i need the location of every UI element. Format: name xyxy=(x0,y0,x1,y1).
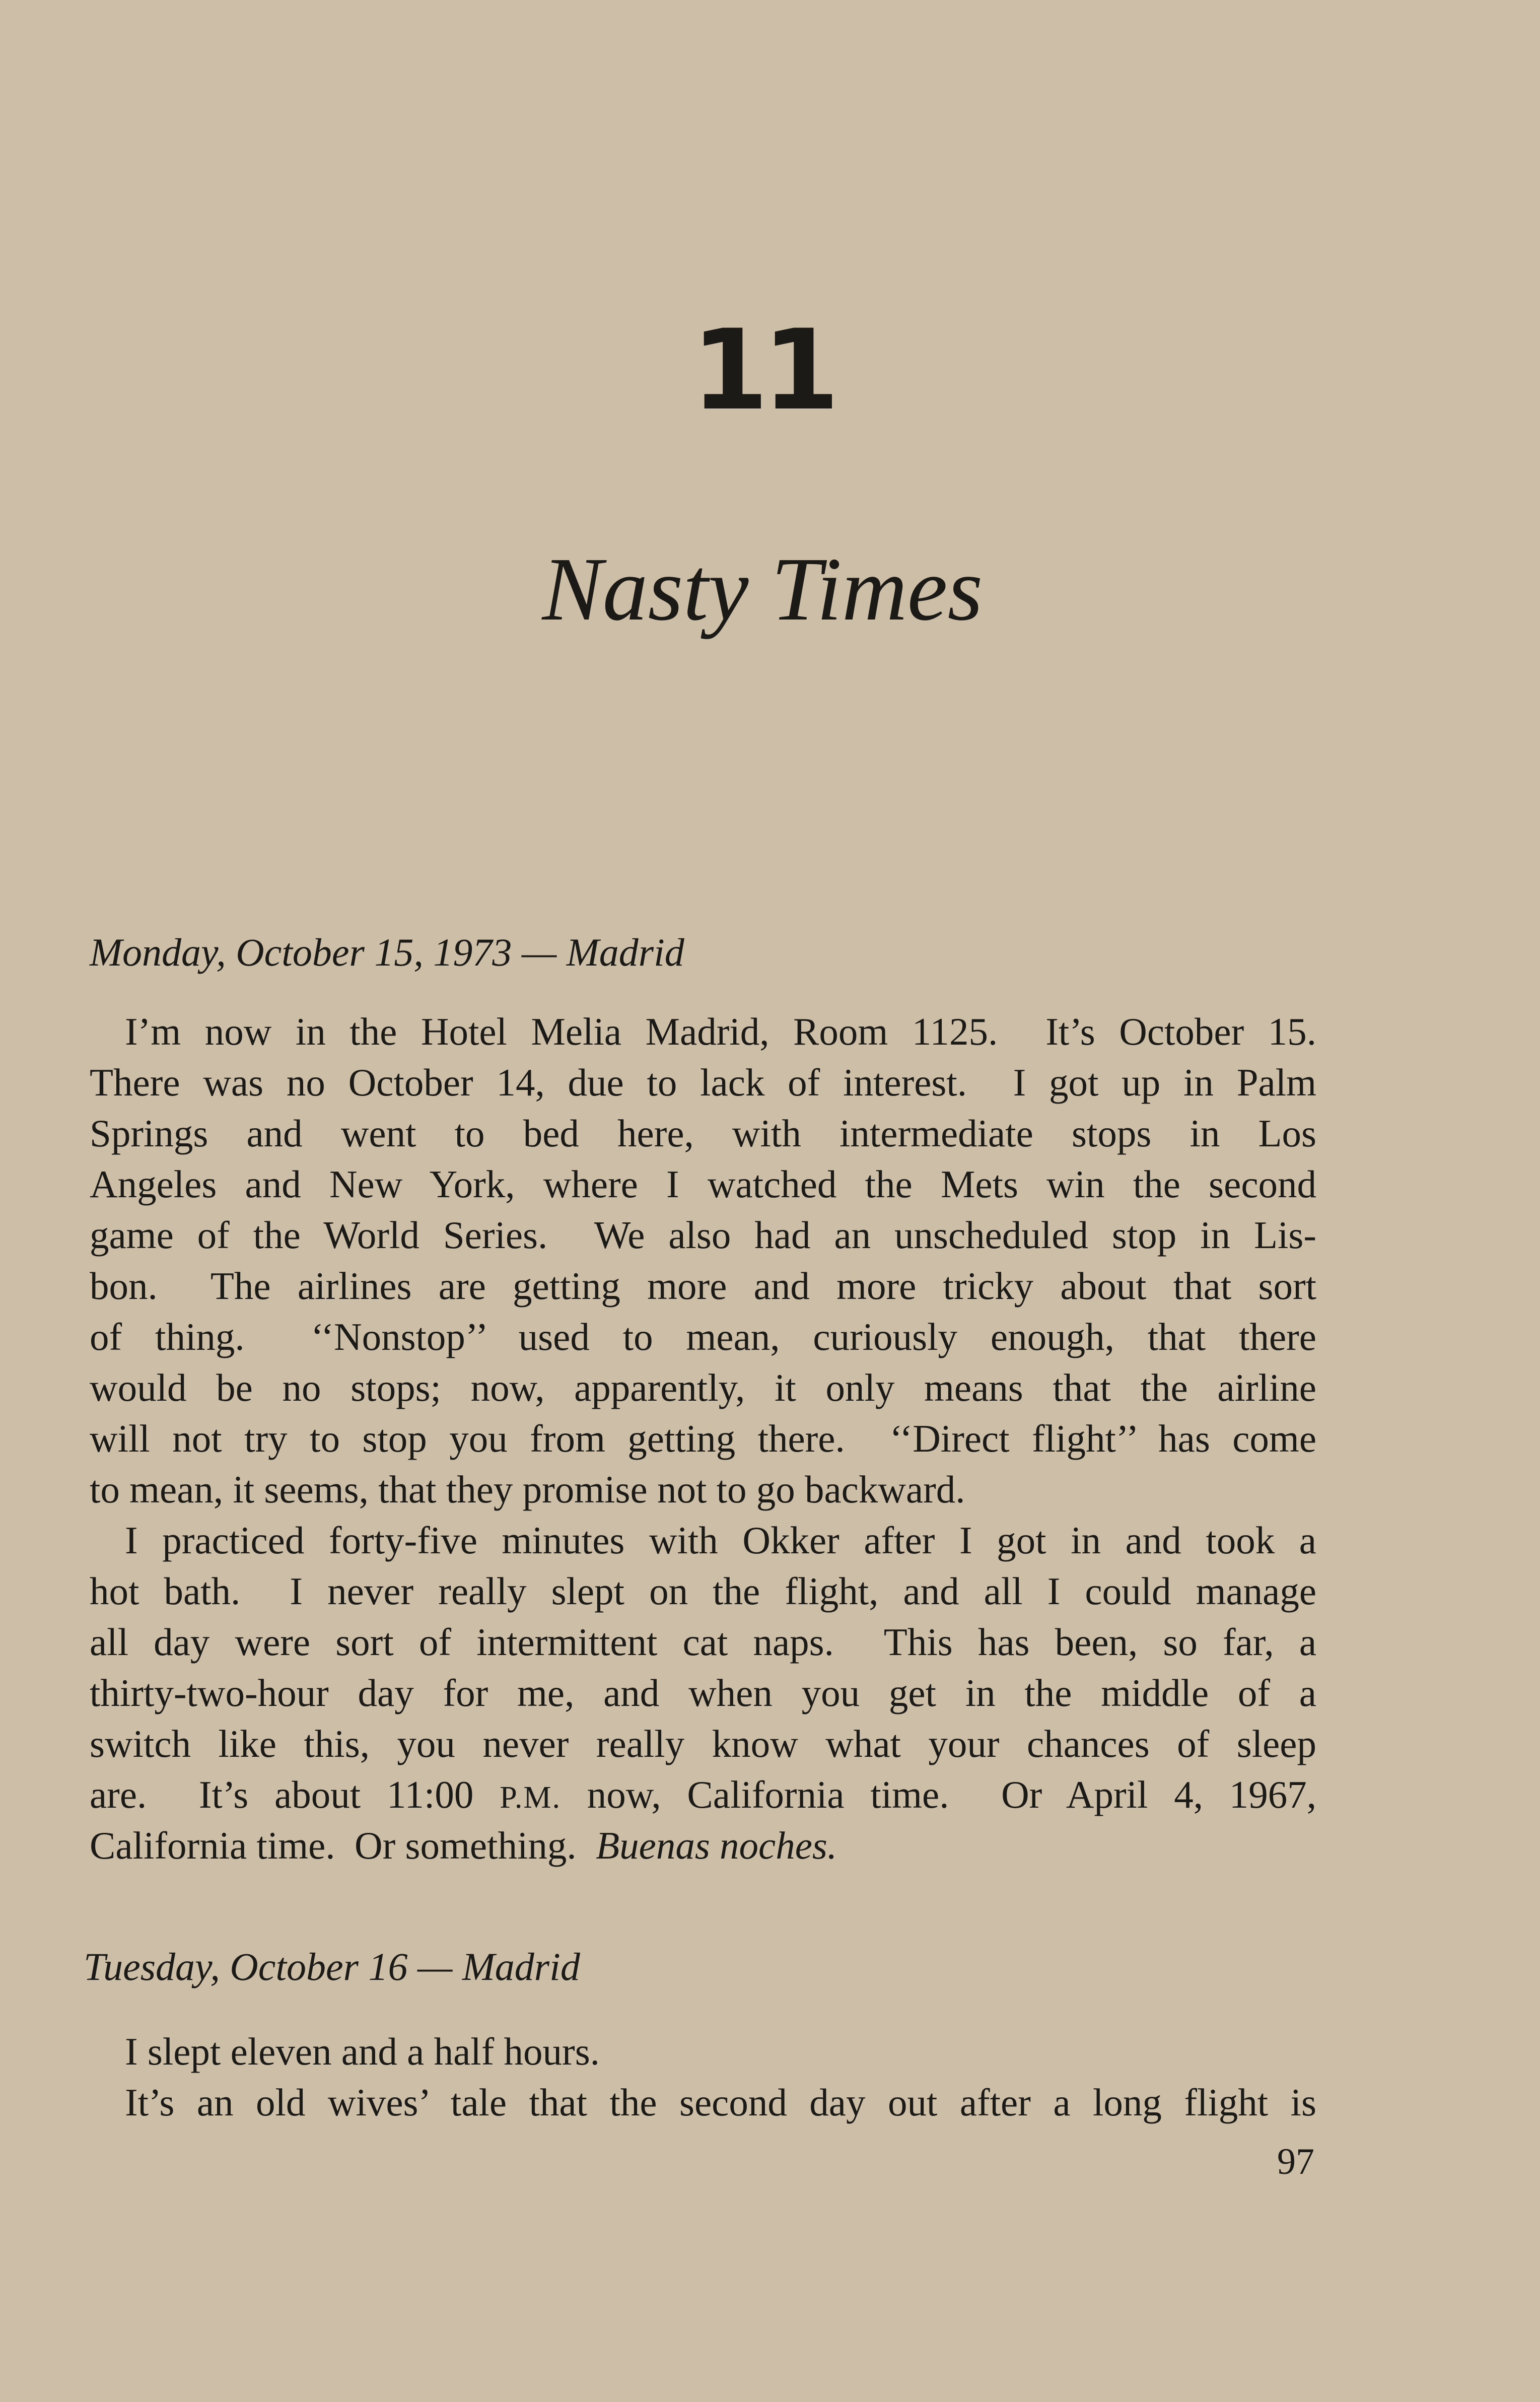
text-line: all day were sort of intermittent cat naps. This has been, so far, a xyxy=(90,1620,1316,1664)
text-line: I practiced forty-five minutes with Okker after I got in and took a xyxy=(125,1519,1316,1562)
text-line: I slept eleven and a half hours. xyxy=(125,2030,600,2073)
text-segment: are. It’s about 11:00 xyxy=(90,1773,500,1816)
text-line: switch like this, you never really know what your chances of sleep xyxy=(90,1722,1316,1765)
text-line: There was no October 14, due to lack of interest. I got up in Palm xyxy=(90,1061,1316,1104)
page-number: 97 xyxy=(1277,2141,1314,2182)
text-line xyxy=(90,1769,1316,1820)
text-line: Angeles and New York, where I watched the Mets win the second xyxy=(90,1162,1316,1206)
text-line: would be no stops; now, apparently, it only means that the airline xyxy=(90,1366,1316,1409)
text-line: of thing. ‘‘Nonstop’’ used to mean, curiously enough, that there xyxy=(90,1315,1316,1358)
italic-phrase: Buenas noches. xyxy=(596,1824,837,1867)
text-line: thirty-two-hour day for me, and when you get in the middle of a xyxy=(90,1671,1316,1714)
entry-body-tuesday xyxy=(90,2026,1316,2128)
entry-heading-monday: Monday, October 15, 1973 — Madrid xyxy=(90,930,684,974)
text-segment: now, California time. Or April 4, 1967, xyxy=(561,1773,1316,1816)
text-line xyxy=(90,1820,1316,1871)
text-line: hot bath. I never really slept on the flight, and all I could manage xyxy=(90,1569,1316,1613)
text-line: bon. The airlines are getting more and more tricky about that sort xyxy=(90,1264,1316,1308)
text-line: I’m now in the Hotel Melia Madrid, Room 1125. It’s October 15. xyxy=(125,1010,1316,1053)
small-caps-pm: P.M. xyxy=(500,1780,561,1815)
chapter-title: Nasty Times xyxy=(542,539,983,639)
text-line: will not try to stop you from getting there. ‘‘Direct flight’’ has come xyxy=(90,1417,1316,1460)
text-segment: California time. Or something. xyxy=(90,1824,596,1867)
chapter-number: 11 xyxy=(691,306,834,435)
entry-body-monday xyxy=(90,1006,1316,1871)
text-line: to mean, it seems, that they promise not to go backward. xyxy=(90,1468,965,1511)
entry-heading-tuesday: Tuesday, October 16 — Madrid xyxy=(84,1945,580,1988)
text-line: game of the World Series. We also had an unscheduled stop in Lis- xyxy=(90,1213,1316,1257)
text-line: Springs and went to bed here, with intermediate stops in Los xyxy=(90,1112,1316,1155)
text-line: It’s an old wives’ tale that the second day out after a long flight is xyxy=(125,2081,1316,2124)
